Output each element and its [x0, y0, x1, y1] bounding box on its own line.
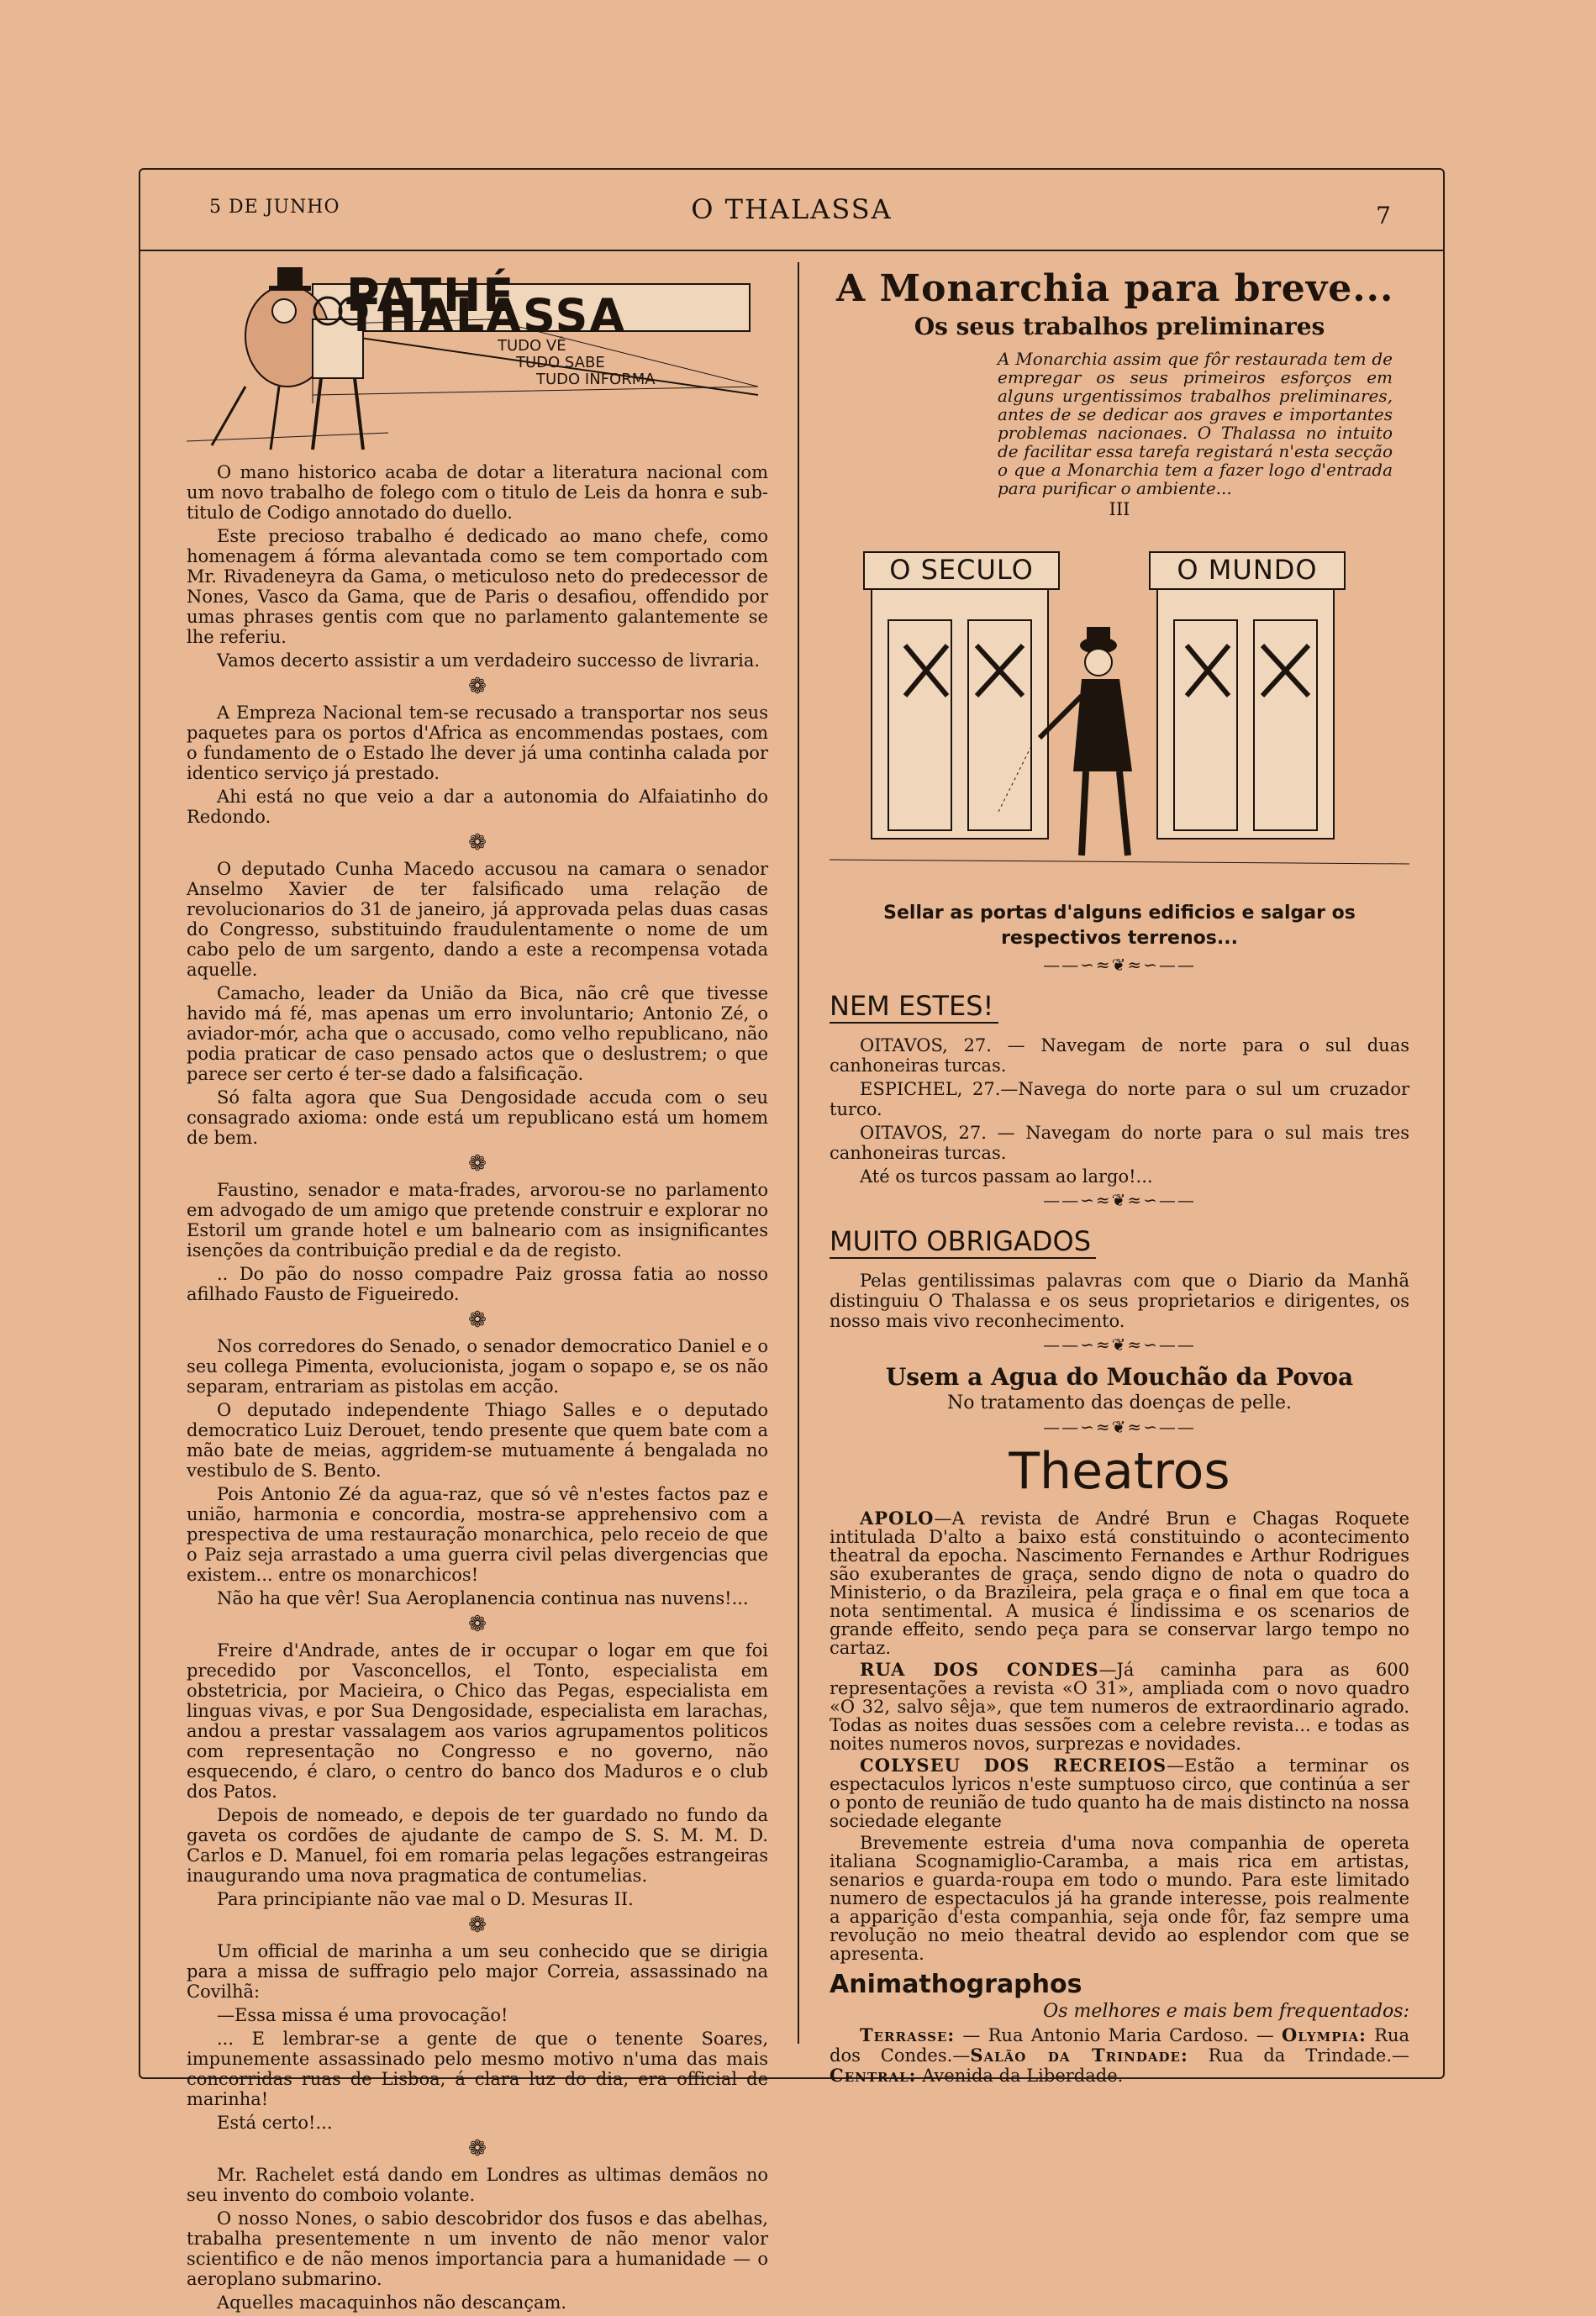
paragraph: Não ha que vêr! Sua Aeroplanencia continua nas nuvens!... [217, 1588, 749, 1608]
cartoon-illustration [830, 528, 1409, 897]
cinema-name: Terrasse: [860, 2024, 956, 2045]
section-title-muito-obrigados: MUITO OBRIGADOS [830, 1225, 1096, 1259]
page-sheet [139, 168, 1445, 2313]
left-column [187, 261, 768, 2316]
sign-o-mundo: O MUNDO [1149, 551, 1346, 590]
rosette-ornament: ❁ [468, 830, 487, 855]
theatre-rua-dos-condes [830, 1661, 1409, 1753]
paragraph: Está certo!... [217, 2113, 333, 2133]
paragraph: Vamos decerto assistir a um verdadeiro successo de livraria. [217, 650, 761, 671]
pathe-line-2: TUDO SABE [516, 354, 605, 371]
pathe-title: PATHÉ THALASSA [346, 269, 627, 342]
sign-o-seculo: O SECULO [863, 551, 1060, 590]
rosette-ornament: ❁ [468, 1151, 487, 1176]
theatre-listings [830, 1509, 1409, 1963]
paragraph: Faustino, senador e mata-frades, arvorou-se no parlamento em advogado de um amigo que pretende construir e explorar no Estoril um grande hotel e um balneario com as insignificantes isenções da contribuição predial e da de registo. [187, 1180, 768, 1261]
paragraph: Depois de nomeado, e depois de ter guardado no fundo da gaveta os cordões de ajudante de campo de S. S. M. M. D. Carlos e D. Manuel, foi em romaria pelas legações estrangeiras inaugurando uma nova pragmatica de contumelias. [187, 1805, 768, 1886]
cinema-listings [830, 2025, 1409, 2086]
paragraph: Brevemente estreia d'uma nova companhia de opereta italiana Scognamiglio-Caramba, a mais rica em artistas, senarios e guarda-roupa em todo o mundo. Para este limitado numero de espectaculos já ha grande interesse, pois realmente a apparição d'esta companhia, seja onde fôr, faz sempre uma revolução no meio theatral devido ao esplendor com que se apresenta. [830, 1833, 1409, 1964]
page-number: 7 [1376, 202, 1391, 229]
paragraph: Mr. Rachelet está dando em Londres as ultimas demãos no seu invento do comboio volante. [187, 2165, 768, 2205]
paragraph: OITAVOS, 27. — Navegam do norte para o sul mais tres canhoneiras turcas. [830, 1123, 1409, 1163]
pathe-thalassa-banner [187, 261, 768, 462]
paragraph: O deputado independente Thiago Salles e o deputado democratico Luiz Derouet, tendo presente que quem bate com a mão bate de meias, aggridem-se mutuamente á bengalada no vestibulo de S. Bento. [187, 1400, 768, 1481]
theatre-apolo [830, 1509, 1409, 1657]
header-rule [140, 250, 1443, 251]
article-headline: A Monarchia para breve... [836, 267, 1394, 310]
divider-ornament: ——∽≈❦≈∽—— [1043, 1417, 1196, 1437]
paragraph: Pelas gentilissimas palavras com que o Diario da Manhã distinguiu O Thalassa e os seus proprietarios e dirigentes, os nosso mais vivo reconhecimento. [830, 1271, 1409, 1331]
divider-ornament: ——∽≈❦≈∽—— [1043, 1334, 1196, 1355]
column-divider [798, 262, 799, 2044]
divider-ornament: ——∽≈❦≈∽—— [1043, 1190, 1196, 1210]
theatre-name: COLYSEU DOS RECREIOS [860, 1755, 1167, 1776]
rosette-ornament: ❁ [468, 1612, 487, 1637]
section-number: III [1109, 499, 1130, 519]
cinema-name: Olympia: [1282, 2024, 1367, 2045]
paragraph: .. Do pão do nosso compadre Paiz grossa fatia ao nosso afilhado Fausto de Figueiredo. [187, 1264, 768, 1304]
article-subheadline: Os seus trabalhos preliminares [914, 313, 1325, 340]
paragraph: Até os turcos passam ao largo!... [860, 1166, 1153, 1187]
cartoon-caption: Sellar as portas d'alguns edificios e salgar os respectivos terrenos... [883, 903, 1356, 949]
paragraph: Ahi está no que veio a dar a autonomia do Alfaiatinho do Redondo. [187, 787, 768, 827]
paragraph: O deputado Cunha Macedo accusou na camara o senador Anselmo Xavier de ter falsificado uma relação de revolucionarios do 31 de janeiro, já approvada pelas duas casas do Congresso, substituindo fraudulentamente o nome de um cabo pelo de um sargento, dando a este a recompensa votada aquelle. [187, 859, 768, 980]
article-intro: A Monarchia assim que fôr restaurada tem de empregar os seus primeiros esforços em alguns urgentissimos trabalhos preliminares, antes de se dedicar aos graves e importantes problemas nacionaes. O Thalassa no intuito de facilitar essa tarefa registará n'esta secção o que a Monarchia tem a fazer logo d'entrada para purificar o ambiente... [998, 349, 1393, 498]
theatre-colyseu [830, 1756, 1409, 1830]
rosette-ornament: ❁ [468, 674, 487, 699]
advert-headline: Usem a Agua do Mouchão da Povoa [885, 1363, 1354, 1391]
paragraph: O nosso Nones, o sabio descobridor dos fusos e das abelhas, trabalha presentemente n um invento de não menor valor scientifico e de não menos importancia para a humanidade — o aeroplano submarino. [187, 2208, 768, 2289]
theatre-text: —A revista de André Brun e Chagas Roquete intitulada D'alto a baixo está constituindo o acontecimento theatral da epocha. Nascimento Fernandes e Arthur Rodrigues são exuberantes de graça, sendo digno de nota o quadro do Ministerio, o da Brazileira, pela graça e o final em que toca a nota sentimental. A musica é lindissima e os scenarios de grande effeito, sendo peça para se conservar largo tempo no cartaz. [830, 1508, 1409, 1658]
paragraph: Um official de marinha a um seu conhecido que se dirigia para a missa de suffragio pelo major Correia, assassinado na Covilhã: [187, 1941, 768, 2002]
header-title: O THALASSA [691, 193, 893, 225]
paragraph: ESPICHEL, 27.—Navega do norte para o sul um cruzador turco. [830, 1079, 1409, 1119]
pathe-line-3: TUDO INFORMA [536, 371, 656, 388]
cinema-name: Salão da Trindade: [970, 2045, 1188, 2066]
animathographos-subtitle: Os melhores e mais bem frequentados: [1043, 2001, 1409, 2022]
paragraph: Para principiante não vae mal o D. Mesuras II. [217, 1889, 634, 1909]
paragraph: Freire d'Andrade, antes de ir occupar o logar em que foi precedido por Vasconcellos, el Tonto, especialista em obstetricia, por Macieira, o Chico das Pegas, especialista em linguas vivas, e por Sua Dengosidade, especialista em larachas, andou a prestar vassalagem aos varios agrupamentos politicos com representação no Congresso e no governo, não esquecendo, é claro, o centro do banco dos Maduros e o club dos Patos. [187, 1640, 768, 1802]
divider-ornament: ——∽≈❦≈∽—— [1043, 955, 1196, 975]
cinema-address: — Rua Antonio Maria Cardoso. — [955, 2025, 1283, 2045]
rosette-ornament: ❁ [468, 1913, 487, 1938]
cinema-address: Avenida da Liberdade. [916, 2066, 1124, 2086]
paragraph: Só falta agora que Sua Dengosidade accuda com o seu consagrado axioma: onde está um republicano está um homem de bem. [187, 1087, 768, 1148]
paragraph: Camacho, leader da União da Bica, não crê que tivesse havido má fé, mas apenas um erro involuntario; Antonio Zé, o aviador-mór, acha que o accusado, como velho republicano, não podia praticar de caso pensado actos que o deslustrem; o que parece ser certo é ter-se dado a falsificação. [187, 983, 768, 1084]
cinema-address: Rua da Trindade.— [1188, 2045, 1409, 2066]
pathe-line-1: TUDO VÊ [498, 337, 566, 355]
pathe-motto [498, 338, 656, 388]
animathographos-heading: Animathographos [830, 1970, 1082, 1999]
rosette-ornament: ❁ [468, 2136, 487, 2161]
paragraph: Nos corredores do Senado, o senador democratico Daniel e o seu collega Pimenta, evolucionista, jogam o sopapo e, se os não separam, entrariam as pistolas em acção. [187, 1336, 768, 1397]
cinema-name: Central: [830, 2065, 917, 2086]
paragraph: Este precioso trabalho é dedicado ao mano chefe, como homenagem á fórma alevantada como se tem comportado com Mr. Rivadeneyra da Gama, o meticuloso neto do predecessor de Nones, Vasco da Gama, que de Paris o desafiou, offendido por umas phrases gentis com que no parlamento galantemente se lhe referiu. [187, 526, 768, 647]
theatre-name: RUA DOS CONDES [860, 1659, 1099, 1680]
section-title-nem-estes: NEM ESTES! [830, 990, 998, 1024]
paragraph: OITAVOS, 27. — Navegam de norte para o sul duas canhoneiras turcas. [830, 1035, 1409, 1076]
paragraph: Pois Antonio Zé da agua-raz, que só vê n'estes factos paz e união, harmonia e concordia, mostra-se apprehensivo com a prespectiva de uma restauração monarchica, pelo receio de que o Paiz seja arrastado a uma guerra civil pelas divergencias que existem... entre os monarchicos! [187, 1484, 768, 1585]
right-column [830, 261, 1409, 2089]
theatre-text: —Já caminha para as 600 representações a revista «O 31», ampliada com o novo quadro «O 32, salvo sêja», que tem numeros de extraordinario agrado. Todas as noites duas sessões com a celebre revista... e todas as noites numeros novos, surprezas e novidades. [830, 1660, 1409, 1754]
paragraph: —Essa missa é uma provocação! [217, 2005, 508, 2025]
advert-subline: No tratamento das doenças de pelle. [946, 1392, 1293, 1413]
theatre-text: —Estão a terminar os espectaculos lyricos n'este sumptuoso circo, que continúa a ser o ponto de reunião de tudo quanto ha de mais distincto na nossa sociedade elegante [830, 1755, 1409, 1831]
page-header [140, 170, 1443, 254]
theatros-heading: Theatros [1009, 1442, 1230, 1501]
paragraph: Aquelles macaquinhos não descançam. [217, 2292, 567, 2313]
rosette-ornament: ❁ [468, 1308, 487, 1333]
paragraph: O mano historico acaba de dotar a literatura nacional com um novo trabalho de folego com o titulo de Leis da honra e sub-titulo de Codigo annotado do duello. [187, 462, 768, 523]
paragraph: ... E lembrar-se a gente de que o tenente Soares, impunemente assassinado pelo mesmo motivo n'uma das mais concorridas ruas de Lisboa, á clara luz do dia, era official de marinha! [187, 2029, 768, 2109]
theatre-name: APOLO [860, 1508, 935, 1529]
header-date: 5 DE JUNHO [209, 197, 340, 218]
cinema-address: Rua dos Condes.— [830, 2025, 1409, 2066]
paragraph: A Empreza Nacional tem-se recusado a transportar nos seus paquetes para os portos d'Africa as encommendas postaes, com o fundamento de o Estado lhe dever já uma continha calada por identico serviço já prestado. [187, 703, 768, 783]
